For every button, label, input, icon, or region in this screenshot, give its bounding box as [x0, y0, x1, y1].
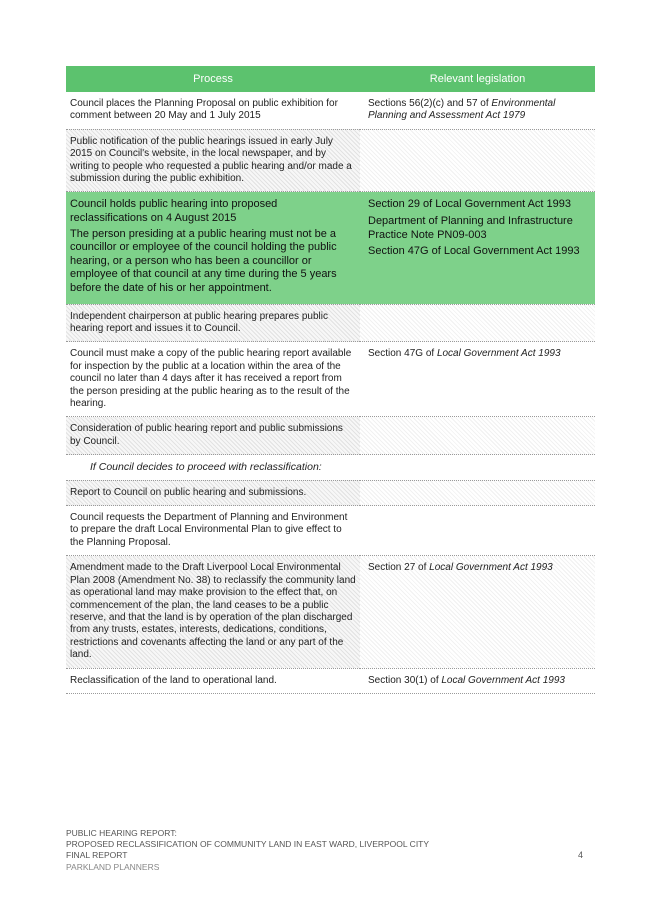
legislation-paragraph: Department of Planning and Infrastructure Practice Note PN09-003 — [368, 215, 573, 241]
header-legislation: Relevant legislation — [360, 66, 595, 92]
table-row — [66, 480, 595, 505]
process-table — [66, 66, 595, 694]
table-row — [66, 304, 595, 342]
act-name: Local Government Act 1993 — [441, 674, 565, 686]
legislation-cell — [360, 417, 595, 455]
page-footer — [66, 828, 586, 873]
table-row — [66, 129, 595, 192]
table-row — [66, 342, 595, 417]
process-cell: Council requests the Department of Planning and Environment to prepare the draft Local Environmental Plan to give effect to the Planning Proposal. — [66, 506, 360, 556]
process-cell: Amendment made to the Draft Liverpool Local Environmental Plan 2008 (Amendment No. 38) to reclassify the community land as operational land may make provision to the effect that, on commencement of the plan, the land ceases to be a public reserve, and that the land is by operation of the plan discharged from any trusts, estates, interests, dedications, conditions, restrictions and covenants affecting the land or any part of the land. — [66, 556, 360, 668]
subheading: If Council decides to proceed with reclassification: — [66, 455, 595, 480]
legislation-text: Section 27 of — [368, 562, 430, 574]
table-row — [66, 92, 595, 129]
process-cell: Report to Council on public hearing and submissions. — [66, 480, 360, 505]
process-cell: Council places the Planning Proposal on public exhibition for comment between 20 May and 1 July 2015 — [66, 92, 360, 129]
act-name: Local Government Act 1993 — [429, 562, 553, 574]
legislation-cell — [360, 506, 595, 556]
legislation-cell — [360, 480, 595, 505]
table-row — [66, 556, 595, 668]
legislation-cell — [360, 556, 595, 668]
footer-report-status: FINAL REPORT — [66, 850, 128, 861]
process-cell: Reclassification of the land to operational land. — [66, 668, 360, 693]
legislation-paragraph: Section 29 of Local Government Act 1993 — [368, 198, 572, 211]
legislation-text: Section 30(1) of — [368, 674, 442, 686]
legislation-cell — [360, 192, 595, 304]
table-row — [66, 506, 595, 556]
footer-author: PARKLAND PLANNERS — [66, 861, 160, 872]
process-paragraph: The person presiding at a public hearing must not be a councillor or employee of the council holding the public hearing, or a person who has been a councillor or employee of that council at any time during the 5 years before the date of his or her appointment. — [70, 227, 337, 294]
process-cell: Council must make a copy of the public hearing report available for inspection by the public at a location within the area of the council no later than 4 days after it has received a report from the person presiding at the public hearing as to the result of the hearing. — [66, 342, 360, 417]
footer-report-subtitle: PROPOSED RECLASSIFICATION OF COMMUNITY LAND IN EAST WARD, LIVERPOOL CITY — [66, 839, 430, 850]
header-process: Process — [66, 66, 360, 92]
table-header-row — [66, 66, 595, 92]
process-cell: Public notification of the public hearings issued in early July 2015 on Council's website, in the local newspaper, and by writing to people who requested a public hearing and/or made a submission during the public exhibition. — [66, 129, 360, 192]
legislation-paragraph: Section 47G of Local Government Act 1993 — [368, 245, 580, 258]
page-number: 4 — [578, 850, 584, 860]
process-cell: Consideration of public hearing report and public submissions by Council. — [66, 417, 360, 455]
act-name: Environmental Planning and Assessment Act 1979 — [368, 98, 556, 122]
legislation-cell — [360, 668, 595, 693]
table-row — [66, 668, 595, 693]
process-paragraph: Council holds public hearing into proposed reclassifications on 4 August 2015 — [70, 198, 278, 225]
legislation-text: Section 47G of — [368, 348, 437, 360]
act-name: Local Government Act 1993 — [436, 348, 561, 360]
legislation-cell — [360, 304, 595, 342]
footer-report-title: PUBLIC HEARING REPORT: — [66, 828, 177, 838]
table-row-highlighted — [66, 192, 595, 304]
process-cell: Independent chairperson at public hearing prepares public hearing report and issues it to Council. — [66, 304, 360, 342]
table-row — [66, 417, 595, 455]
legislation-cell — [360, 129, 595, 192]
table-subheading-row — [66, 455, 595, 480]
legislation-cell — [360, 342, 595, 417]
legislation-cell — [360, 92, 595, 129]
legislation-text: Sections 56(2)(c) and 57 of — [368, 98, 492, 109]
process-cell — [66, 192, 360, 304]
